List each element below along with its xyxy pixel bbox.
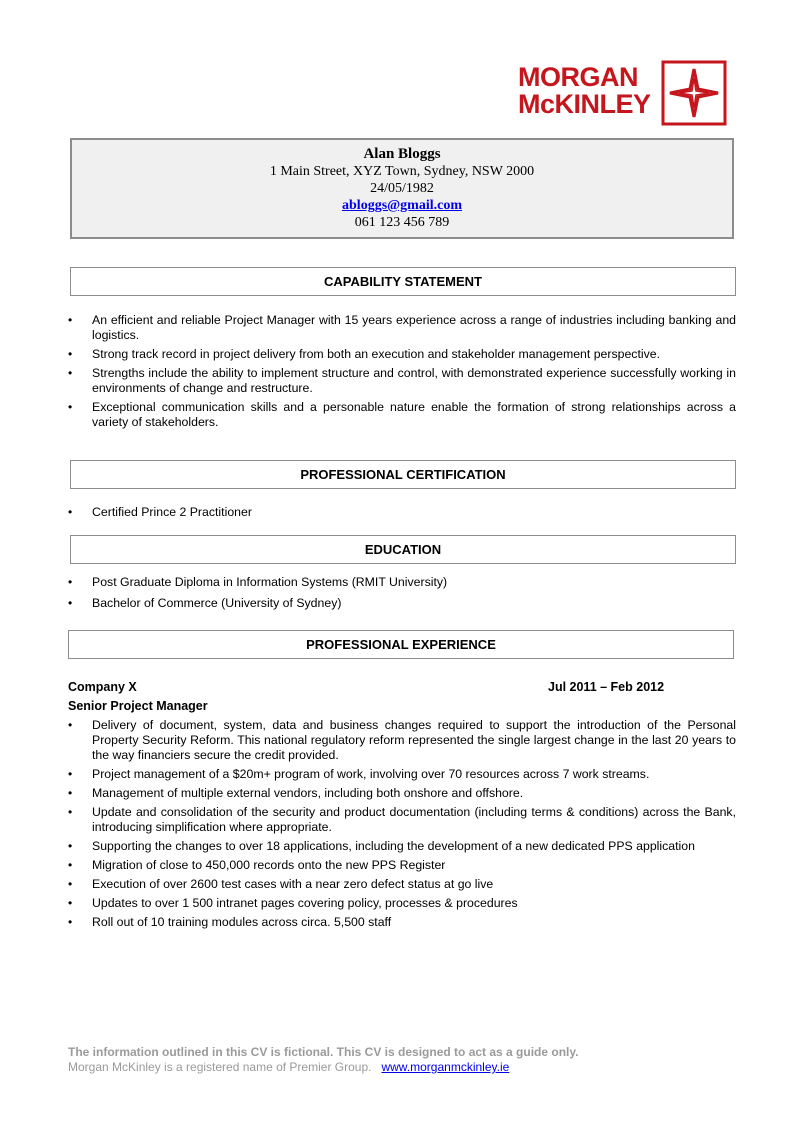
contact-box xyxy=(70,138,734,239)
candidate-phone: 061 123 456 789 xyxy=(354,215,450,230)
list-item: • Strong track record in project delivery from both an execution and stakeholder management perspective. xyxy=(68,347,736,362)
list-item: • Execution of over 2600 test cases with a near zero defect status at go live xyxy=(68,877,736,892)
list-item: • Strengths include the ability to implement structure and control, with demonstrated experience successfully working in environments of change and restructure. xyxy=(68,366,736,396)
footer xyxy=(68,1045,579,1075)
education-list xyxy=(68,575,736,617)
logo-line-1: MORGAN xyxy=(518,62,638,92)
list-item: • Roll out of 10 training modules across circa. 5,500 staff xyxy=(68,915,736,930)
footer-registered: Morgan McKinley is a registered name of Premier Group. xyxy=(68,1060,372,1074)
list-item: • Delivery of document, system, data and business changes required to support the introduction of the Personal Property Security Reform. This national regulatory reform represented the single largest change in the last 20 years to the way financiers secure the credit provided. xyxy=(68,718,736,763)
list-item: • Update and consolidation of the security and product documentation (including terms & conditions) across the Bank, introducing simplification where appropriate. xyxy=(68,805,736,835)
section-heading-education: EDUCATION xyxy=(70,535,736,564)
job-title: Senior Project Manager xyxy=(68,699,208,713)
list-item: • Exceptional communication skills and a personable nature enable the formation of strong relationships across a variety of stakeholders. xyxy=(68,400,736,430)
logo-line-2: McKINLEY xyxy=(518,89,651,119)
job-responsibilities-list xyxy=(68,718,736,934)
capability-list xyxy=(68,313,736,434)
candidate-dob: 24/05/1982 xyxy=(370,181,434,196)
list-item: • Supporting the changes to over 18 applications, including the development of a new dedicated PPS application xyxy=(68,839,736,854)
candidate-address: 1 Main Street, XYZ Town, Sydney, NSW 2000 xyxy=(269,164,535,179)
list-item: • An efficient and reliable Project Manager with 15 years experience across a range of industries including banking and logistics. xyxy=(68,313,736,343)
list-item: • Updates to over 1 500 intranet pages covering policy, processes & procedures xyxy=(68,896,736,911)
logo-wordmark xyxy=(518,64,652,118)
section-heading-experience: PROFESSIONAL EXPERIENCE xyxy=(68,630,734,659)
footer-website-link[interactable]: www.morganmckinley.ie xyxy=(381,1060,510,1074)
list-item: • Project management of a $20m+ program of work, involving over 70 resources across 7 work streams. xyxy=(68,767,736,782)
footer-disclaimer: The information outlined in this CV is fictional. This CV is designed to act as a guide only. xyxy=(68,1045,579,1059)
candidate-name: Alan Bloggs xyxy=(363,146,441,162)
job-company: Company X xyxy=(68,680,137,694)
section-heading-capability: CAPABILITY STATEMENT xyxy=(70,267,736,296)
list-item: • Post Graduate Diploma in Information Systems (RMIT University) xyxy=(68,575,736,590)
certification-list xyxy=(68,505,736,524)
compass-star-icon xyxy=(661,60,727,126)
list-item: • Management of multiple external vendors, including both onshore and offshore. xyxy=(68,786,736,801)
candidate-email-link[interactable]: abloggs@gmail.com xyxy=(342,198,462,213)
job-dates: Jul 2011 – Feb 2012 xyxy=(548,680,665,694)
list-item: • Certified Prince 2 Practitioner xyxy=(68,505,736,520)
section-heading-certification: PROFESSIONAL CERTIFICATION xyxy=(70,460,736,489)
list-item: • Bachelor of Commerce (University of Sydney) xyxy=(68,596,736,611)
list-item: • Migration of close to 450,000 records onto the new PPS Register xyxy=(68,858,736,873)
company-logo xyxy=(518,60,730,126)
